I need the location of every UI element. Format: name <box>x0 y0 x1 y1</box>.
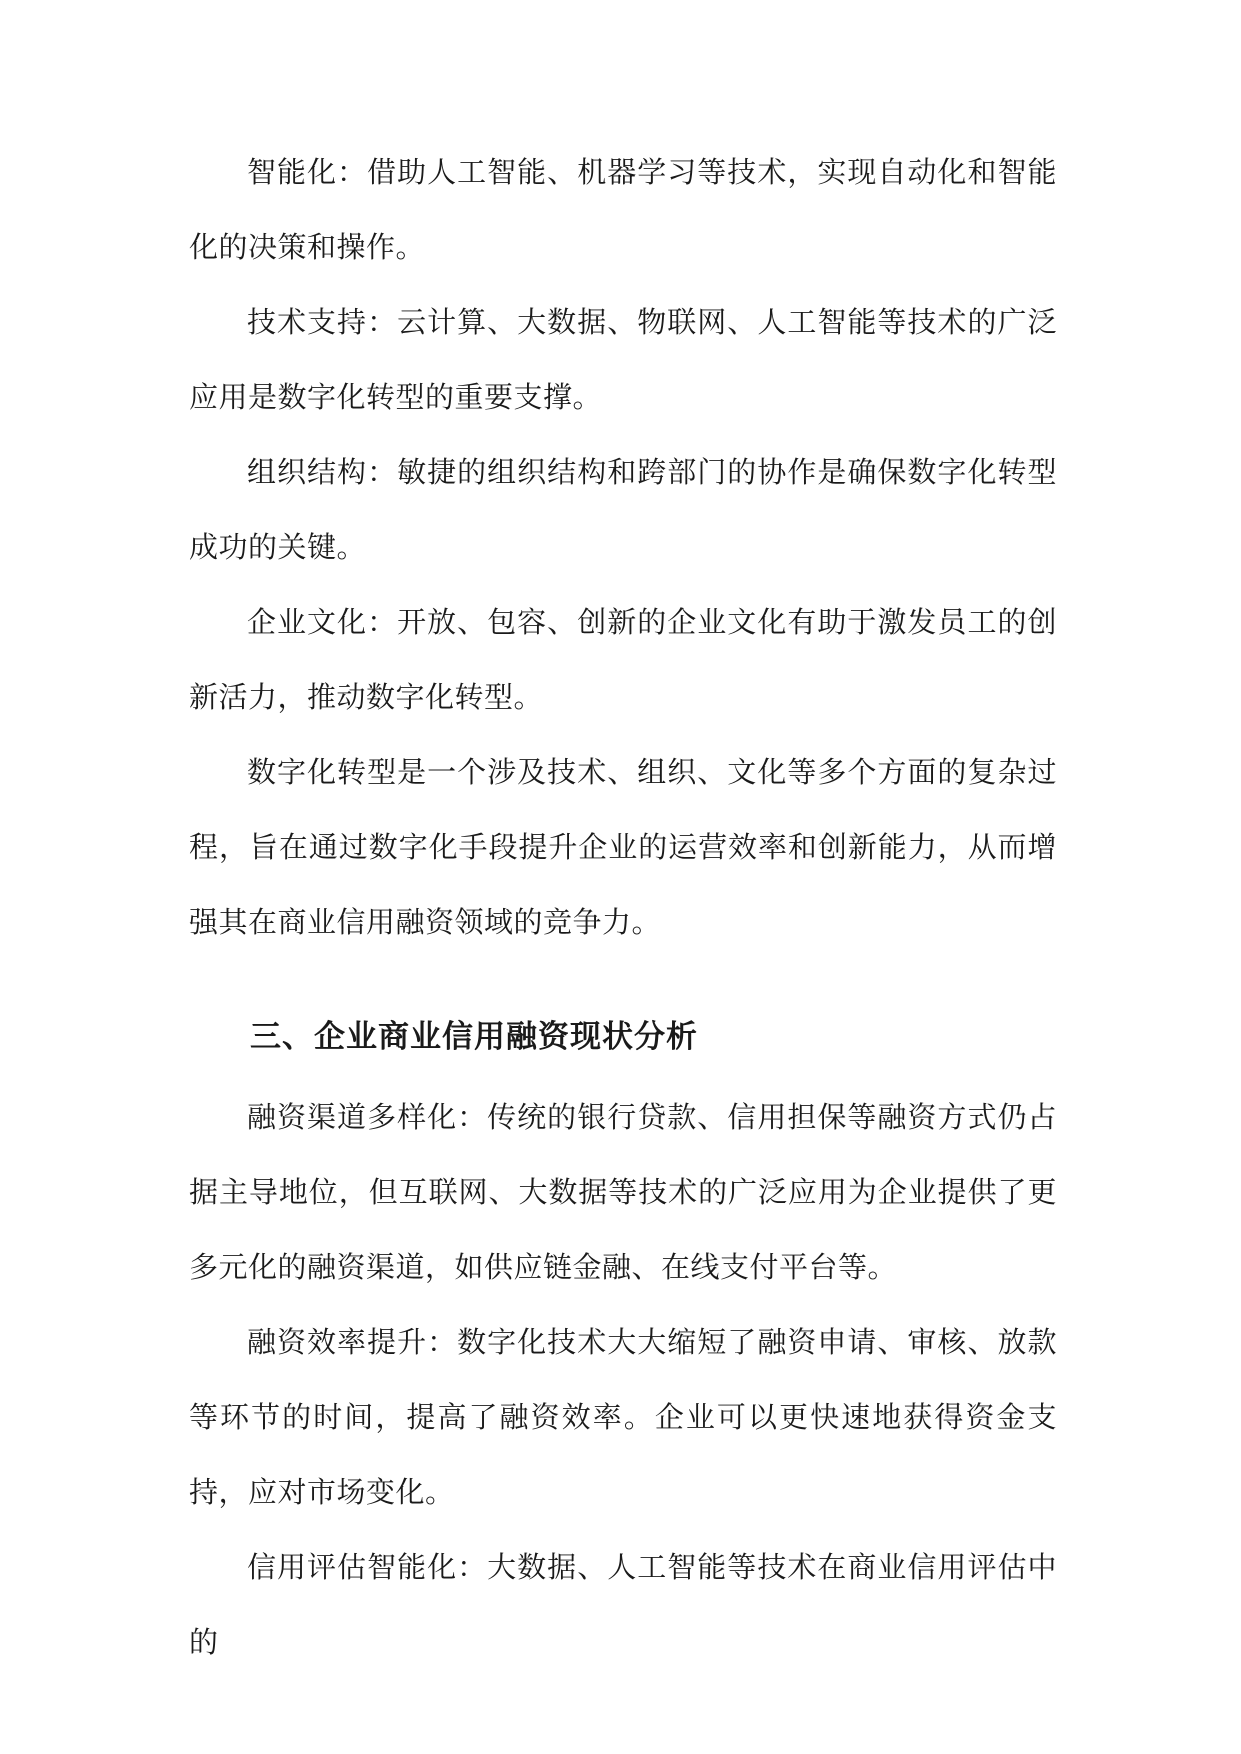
paragraph-tech-support: 技术支持：云计算、大数据、物联网、人工智能等技术的广泛应用是数字化转型的重要支撑。 <box>189 305 1057 414</box>
section-heading: 三、企业商业信用融资现状分析 <box>250 1019 698 1055</box>
paragraph-financing-efficiency: 融资效率提升：数字化技术大大缩短了融资申请、审核、放款等环节的时间，提高了融资效率。企业可以更快速地获得资金支持，应对市场变化。 <box>189 1325 1057 1509</box>
paragraph-org-structure: 组织结构：敏捷的组织结构和跨部门的协作是确保数字化转型成功的关键。 <box>189 455 1057 564</box>
paragraph-credit-assessment: 信用评估智能化：大数据、人工智能等技术在商业信用评估中的 <box>189 1550 1057 1659</box>
paragraph-intelligence: 智能化：借助人工智能、机器学习等技术，实现自动化和智能化的决策和操作。 <box>189 155 1057 264</box>
paragraph-financing-channels: 融资渠道多样化：传统的银行贷款、信用担保等融资方式仍占据主导地位，但互联网、大数据等技术的广泛应用为企业提供了更多元化的融资渠道，如供应链金融、在线支付平台等。 <box>189 1100 1057 1284</box>
paragraph-transformation-summary: 数字化转型是一个涉及技术、组织、文化等多个方面的复杂过程，旨在通过数字化手段提升企业的运营效率和创新能力，从而增强其在商业信用融资领域的竞争力。 <box>189 755 1057 939</box>
paragraph-corporate-culture: 企业文化：开放、包容、创新的企业文化有助于激发员工的创新活力，推动数字化转型。 <box>189 605 1057 714</box>
